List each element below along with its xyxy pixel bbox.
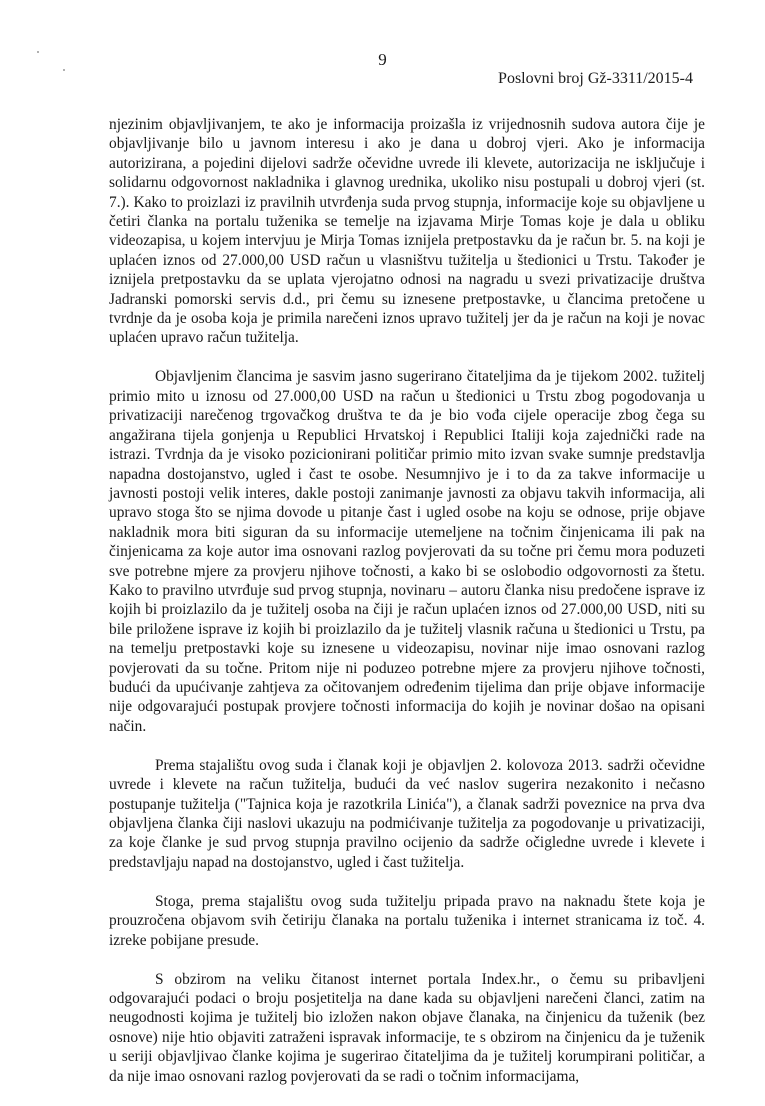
paragraph: S obzirom na veliku čitanost internet portala Index.hr., o čemu su pribavljeni odgovarajući podaci o broju posjetitelja na dane kada su objavljeni narečeni članci, zatim na neugodnosti kojima je tužitelj bio izložen nakon objave članaka, na činjenicu da tuženik (bez osnove) nije htio objaviti zatraženi ispravak informacije, te s obzirom na činjenicu da je tuženik u seriji objavljivao članke kojima je sugerirao čitateljima da je tužitelj korumpirani političar, a da nije imao osnovani razlog povjerovati da se radi o točnim informacijama, — [109, 970, 705, 1085]
paragraph: Objavljenim člancima je sasvim jasno sugerirano čitateljima da je tijekom 2002. tužitelj primio mito u iznosu od 27.000,00 USD na račun u štedionici u Trstu zbog pogodovanja u privatizaciji narečenog trgovačkog društva te da je bio vođa cijele operacije zbog čega su angažirana tijela gonjenja u Republici Hrvatskoj i Republici Italiji koja zajednički rade na istrazi. Tvrdnja da je visoko pozicionirani političar primio mito izvan svake sumnje predstavlja napadna dostojanstvo, ugled i čast te osobe. Nesumnjivo je i to da za takve informacije u javnosti postoji velik interes, dakle postoji zanimanje javnosti za objavu takvih informacija, ali upravo stoga što se njima dovode u pitanje čast i ugled osobe na koju se odnose, prije objave nakladnik mora biti siguran da su informacije utemeljene na točnim činjenicama ili pak na činjenicama za koje autor ima osnovani razlog povjerovati da su točne pri čemu mora poduzeti sve potrebne mjere za provjeru njihove točnosti, a kako bi se oslobodio odgovornosti za štetu. Kako to pravilno utvrđuje sud prvog stupnja, novinaru – autoru članka nisu predočene isprave iz kojih bi proizlazilo da je tužitelj osoba na čiji je račun uplaćen iznos od 27.000,00 USD, niti su bile priložene isprave iz kojih bi proizlazilo da je tužitelj vlasnik računa u štedionici u Trstu, pa na temelju pretpostavki koje su iznesene u videozapisu, novinar nije imao osnovani razlog povjerovati da su točne. Pritom nije ni poduzeo potrebne mjere za provjeru njihove točnosti, budući da upućivanje zahtjeva za očitovanjem određenim tijelima dan prije objave informacije nije odgovarajući postupak provjere točnosti informacija do kojih je novinar došao na opisani način. — [109, 368, 705, 735]
document-body — [109, 115, 705, 1106]
paragraph: Stoga, prema stajalištu ovog suda tužitelju pripada pravo na naknadu štete koja je prouzročena objavom svih četiriju članaka na portalu tuženika i internet stranicama iz toč. 4. izreke pobijane presude. — [109, 892, 705, 949]
paragraph: Prema stajalištu ovog suda i članak koji je objavljen 2. kolovoza 2013. sadrži očevidne uvrede i klevete na račun tužitelja, budući da već naslov sugerira nezakonito i nečasno postupanje tužitelja ("Tajnica koja je razotkrila Linića"), a članak sadrži poveznice na prva dva objavljena članka čiji naslovi ukazuju na podmićivanje tužitelja za pogodovanje u privatizaciji, za koje članke je sud prvog stupnja pravilno ocijenio da sadrže očigledne uvrede i klevete i predstavljaju napad na dostojanstvo, ugled i čast tužitelja. — [109, 756, 705, 871]
page-number: 9 — [378, 50, 387, 69]
case-number: Poslovni broj Gž-3311/2015-4 — [498, 70, 693, 87]
paragraph: njezinim objavljivanjem, te ako je informacija proizašla iz vrijednosnih sudova autora čije je objavljivanje bilo u javnom interesu i ako je dana u dobroj vjeri. Ako je informacija autorizirana, a pojedini dijelovi sadrže očevidne uvrede ili klevete, autorizacija ne isključuje i solidarnu odgovornost nakladnika i glavnog urednika, ukoliko nisu postupali u dobroj vjeri (st. 7.). Kako to proizlazi iz pravilnih utvrđenja suda prvog stupnja, informacije koje su objavljene u četiri članka na portalu tuženika se temelje na izjavama Mirje Tomas koje je dala u obliku videozapisa, u kojem intervjuu je Mirja Tomas iznijela pretpostavku da je račun br. 5. na koji je uplaćen iznos od 27.000,00 USD račun u vlasništvu tužitelja u štedionici u Trstu. Također je iznijela pretpostavku da se uplata vjerojatno odnosi na nagradu u svezi privatizacije društva Jadranski pomorski servis d.d., pri čemu su iznesene pretpostavke, u člancima pretočene u tvrdnje da je osoba koja je primila narečeni iznos upravo tužitelj jer da je račun na koji je novac uplaćen upravo račun tužitelja. — [109, 116, 705, 347]
